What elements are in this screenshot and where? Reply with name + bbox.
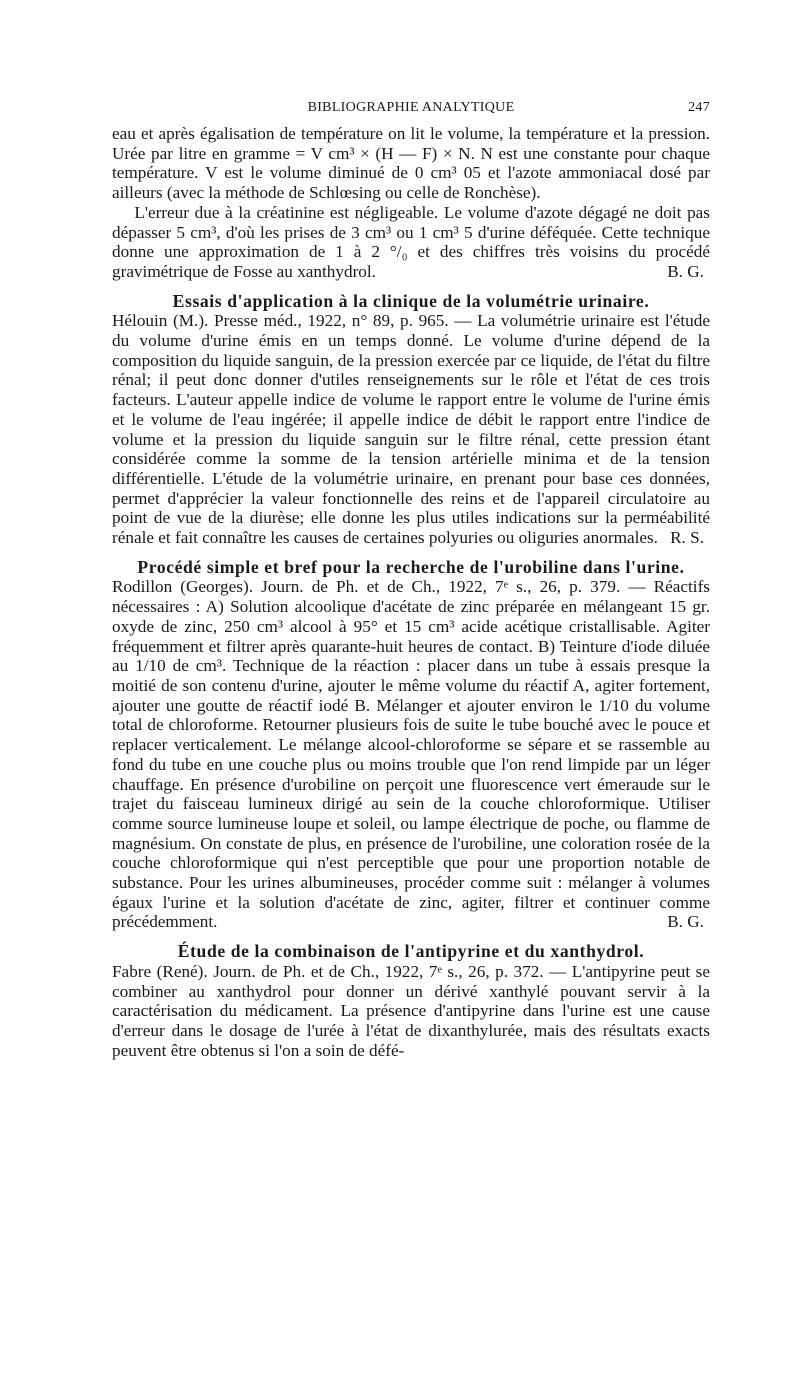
article3-title: Étude de la combinaison de l'antipyrine et du xanthydrol. xyxy=(177,941,645,962)
text-column xyxy=(112,124,710,1060)
article2-signature: B. G. xyxy=(667,912,704,932)
article2-title: Procédé simple et bref pour la recherche de l'urobiline dans l'urine. xyxy=(137,556,685,577)
article1-signature: R. S. xyxy=(670,528,704,548)
article1-body xyxy=(112,311,710,547)
article0-paragraph-1: eau et après égalisation de température on lit le volume, la température et la pression. Urée par litre en gramme = V cm³ × (H — F) × N. N est une constante pour chaque température. V est le volume diminué de 0 cm³ 05 et l'azote ammoniacal dosé par ailleurs (avec la méthode de Schlœsing ou celle de Ronchèse). xyxy=(112,124,710,203)
article0-paragraph-2-text: L'erreur due à la créatinine est négligeable. Le volume d'azote dégagé ne doit pas dépasser 5 cm³, d'où les prises de 3 cm³ ou 1 cm³ 5 d'urine déféquée. Cette technique donne une approximation de 1 à 2 °/₀ et des chiffres très voisins du procédé gravimétrique de Fosse au xanthydrol. xyxy=(112,202,710,281)
running-header xyxy=(112,100,710,120)
article0-paragraph-2 xyxy=(112,203,710,282)
article1-title: Essais d'application à la clinique de la volumétrie urinaire. xyxy=(172,290,650,311)
article2-body xyxy=(112,577,710,932)
article0-signature: B. G. xyxy=(667,261,704,281)
article1-text: Hélouin (M.). Presse méd., 1922, n° 89, p. 965. — La volumétrie urinaire est l'étude du volume d'urine émis en un temps donné. Le volume d'urine dépend de la composition du liquide sanguin, de la pression exercée par ce liquide, de l'état du filtre rénal; il peut donc donner d'utiles renseignements sur le rôle et l'état de ces trois facteurs. L'auteur appelle indice de volume le rapport entre le volume de l'urine émis et le volume de l'eau ingérée; il appelle indice de débit le rapport entre l'indice de volume et la pression du liquide sanguin sur le filtre rénal, cette pression étant considérée comme la somme de la tension artérielle minima et de la tension différentielle. L'étude de la volumétrie urinaire, en prenant pour base ces données, permet d'apprécier la valeur fonctionnelle des reins et de l'appareil circulatoire au point de vue de la diurèse; elle donne les plus utiles indications sur la perméabilité rénale et fait connaître les causes de certaines polyuries ou oliguries anormales. xyxy=(112,311,710,548)
page-number: 247 xyxy=(688,100,710,115)
running-title: BIBLIOGRAPHIE ANALYTIQUE xyxy=(307,100,515,115)
article3-body: Fabre (René). Journ. de Ph. et de Ch., 1922, 7ᵉ s., 26, p. 372. — L'antipyrine peut se combiner au xanthydrol pour donner un dérivé xanthylé pouvant servir à la caractérisation du médicament. La présence d'antipyrine dans l'urine est une cause d'erreur dans le dosage de l'urée à l'état de dixanthylurée, mais des résultats exacts peuvent être obtenus si l'on a soin de défé- xyxy=(112,961,710,1060)
article2-text: Rodillon (Georges). Journ. de Ph. et de Ch., 1922, 7ᵉ s., 26, p. 379. — Réactifs nécessaires : A) Solution alcoolique d'acétate de zinc préparée en mélangeant 15 gr. oxyde de zinc, 250 cm³ alcool à 95° et 15 cm³ acide acétique cristallisable. Agiter fréquemment et filtrer après quarante-huit heures de contact. B) Teinture d'iode diluée au 1/10 de cm³. Technique de la réaction : placer dans un tube à essais presque la moitié de son contenu d'urine, ajouter le même volume du réactif A, agiter fortement, ajouter une goutte de réactif iodé B. Mélanger et ajouter environ le 1/10 du volume total de chloroforme. Retourner plusieurs fois de suite le tube bouché avec le pouce et replacer verticalement. Le mélange alcool-chloroforme se sépare et se rassemble au fond du tube en une couche plus ou moins trouble que l'on rend limpide par un léger chauffage. En présence d'urobiline on perçoit une fluorescence vert émeraude sur le trajet du faisceau lumineux dirigé au sein de la couche chloroformique. Utiliser comme source lumineuse loupe et soleil, ou lampe électrique de poche, ou flamme de magnésium. On constate de plus, en présence de l'urobiline, une coloration rosée de la couche chloroformique qui n'est perceptible que pour une proportion notable de substance. Pour les urines albumineuses, procéder comme suit : mélanger à volumes égaux l'urine et la solution d'acétate de zinc, agiter, filtrer et continuer comme précédemment. xyxy=(112,577,710,932)
